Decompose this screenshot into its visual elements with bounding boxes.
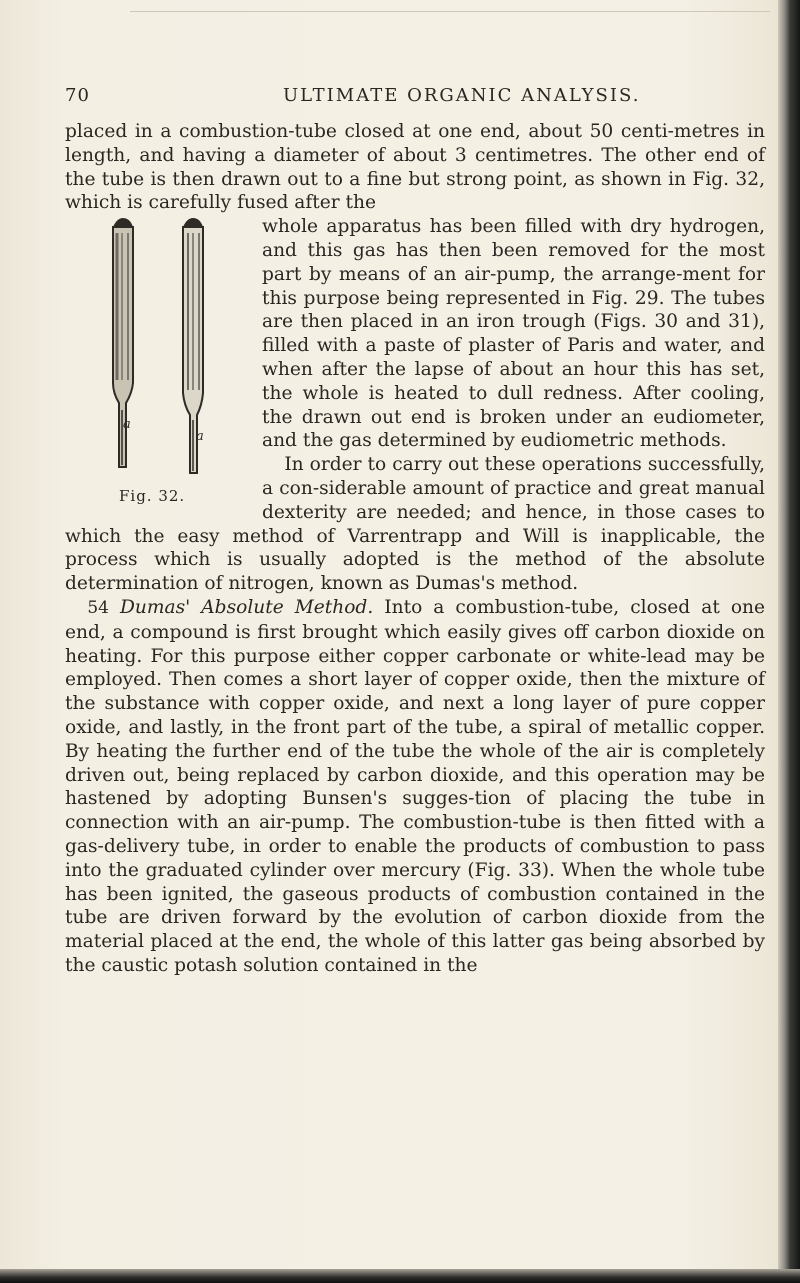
figure-label-right: a	[196, 429, 204, 445]
page-top-rule	[130, 11, 770, 12]
section-number: 54	[87, 597, 109, 618]
paragraph-1-start: placed in a combustion-tube closed at one end, about 50 centi-metres in length, and having a diameter of about 3 centimetres. The other end of the tube is then drawn out to a fine but strong point, as shown in Fig. 32, which is carefully fused after the	[65, 121, 765, 214]
running-head: ULTIMATE ORGANIC ANALYSIS.	[283, 85, 641, 106]
section-body: Into a combustion-tube, closed at one end, a compound is first brought which easily gives off carbon dioxide on heating. For this purpose either copper carbonate or white-lead may be employed. Then comes a short layer of copper oxide, then the mixture of the substance with copper oxide, and next a long layer of pure copper oxide, and lastly, in the front part of the tube, a spiral of metallic copper. By heating the further end of the tube the whole of the air is completely driven out, being replaced by carbon dioxide, and this operation may be hastened by adopting Bunsen's sugges-tion of placing the tube in connection with an air-pump. The combustion-tube is then fitted with a gas-delivery tube, in order to enable the products of combustion to pass into the graduated cylinder over mercury (Fig. 33). When the whole tube has been ignited, the gaseous products of combustion contained in the tube are driven forward by the evolution of carbon dioxide from the material placed at the end, the whole of this latter gas being absorbed by the caustic potash solution contained in the	[65, 596, 765, 976]
page-header	[0, 85, 800, 109]
page-number: 70	[65, 85, 90, 106]
section-title: Dumas' Absolute Method.	[119, 596, 374, 618]
sealed-tubes-illustration	[0, 215, 258, 517]
figure-32	[0, 215, 258, 517]
figure-label-left: a	[123, 417, 131, 433]
page-bottom-shadow	[0, 1269, 800, 1283]
paragraph-1-continued: whole apparatus has been filled with dry hydrogen, and this gas has then been removed for the most part by means of an air-pump, the arrange-ment for this purpose being represented in Fig. 29. The tubes are then placed in an iron trough (Figs. 30 and 31), filled with a paste of plaster of Paris and water, and when after the lapse of about an hour this has set, the whole is heated to dull redness. After cooling, the drawn out end is broken under an eudiometer, and the gas determined by eudiometric methods.	[262, 216, 765, 452]
page-binding-shadow	[778, 0, 800, 1283]
body-text	[65, 120, 765, 978]
paragraph-2: In order to carry out these operations successfully, a con-siderable amount of practice and great manual dexterity are needed; and hence, in those cases to which the easy method of Varrentrapp and Will is inapplicable, the process which is usually adopted is the method of the absolute determination of nitrogen, known as Dumas's method.	[65, 454, 765, 595]
paragraph-3	[65, 596, 765, 978]
figure-caption: Fig. 32.	[119, 487, 186, 506]
